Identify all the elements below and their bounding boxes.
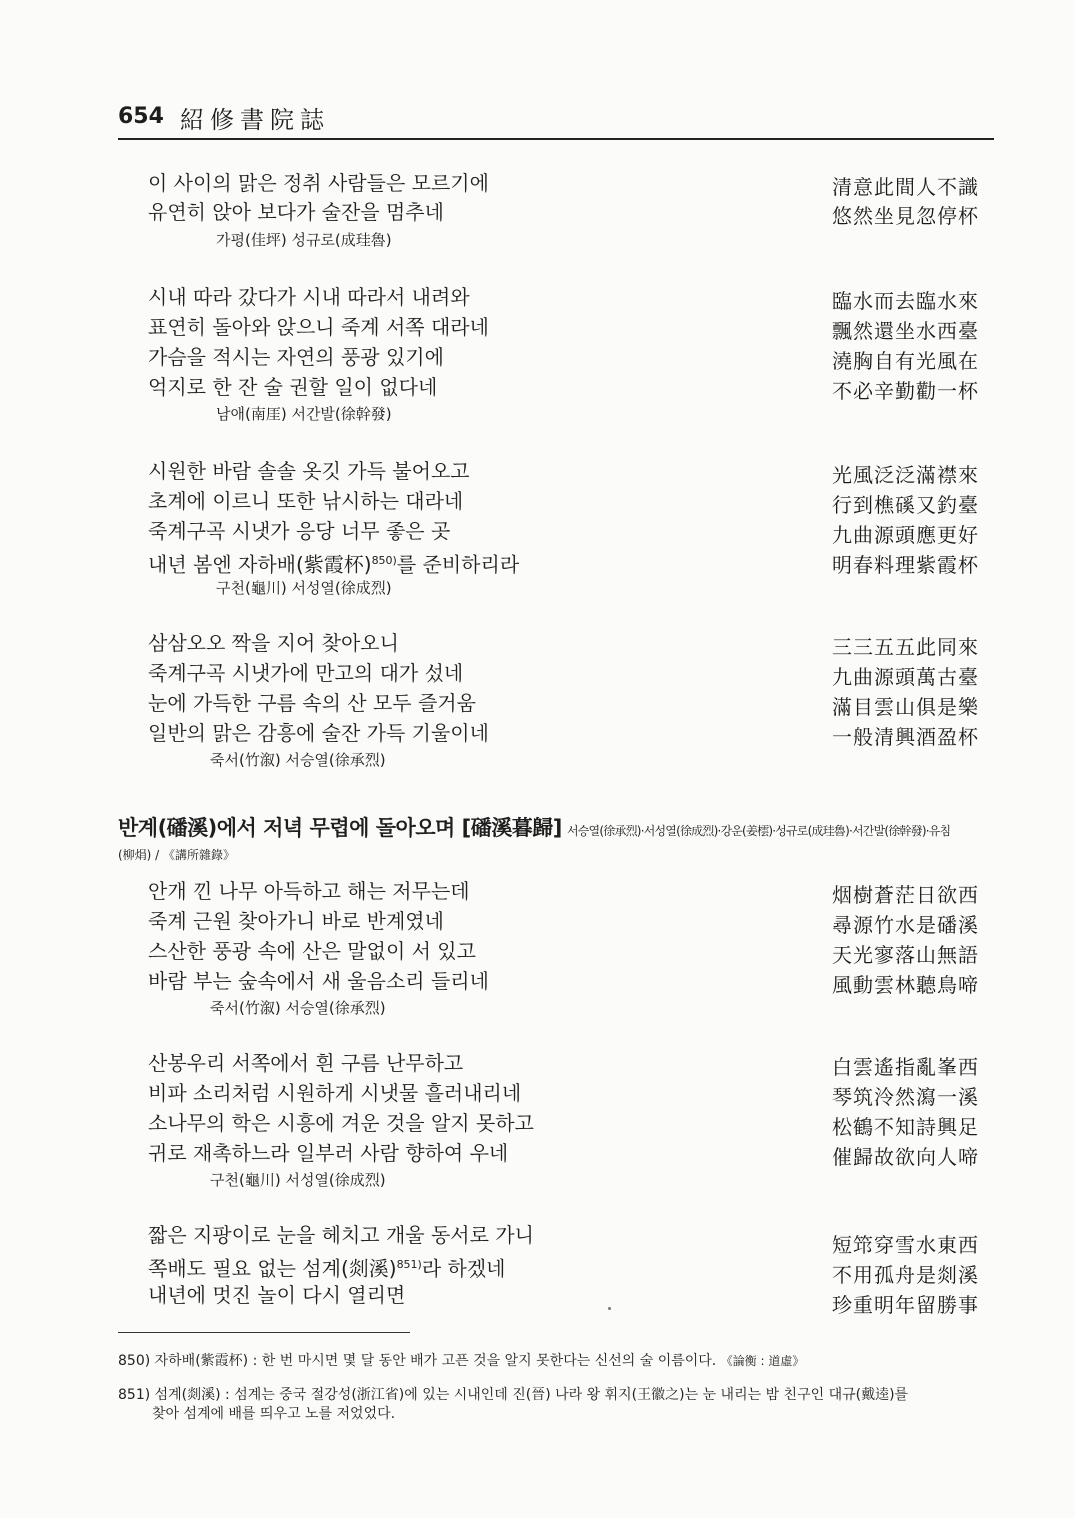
hanja-line: 滿目雲山俱是樂 (832, 695, 979, 719)
footnote-rule (118, 1332, 410, 1333)
page-header (118, 104, 994, 140)
poem-text: 를 준비하리라 (396, 552, 520, 577)
footnote-text: 850) 자하배(紫霞杯) : 한 번 마시면 몇 달 동안 배가 고픈 것을 알지 못한다는 신선의 술 이름이다. (118, 1353, 717, 1369)
poem-line: 눈에 가득한 구름 속의 산 모두 즐거움 (148, 691, 476, 715)
hanja-line: 風動雲林聽鳥啼 (832, 973, 979, 997)
footnote-850 (118, 1352, 988, 1371)
poem-author: 가평(佳坪) 성규로(成珪魯) (216, 231, 392, 249)
poem-author: 남애(南厓) 서간발(徐幹發) (216, 405, 392, 423)
footnote-text-cont: 찾아 섬계에 배를 띄우고 노를 저었었다. (152, 1406, 396, 1422)
hanja-line: 臨水而去臨水來 (832, 289, 979, 313)
hanja-line: 澆胸自有光風在 (832, 349, 979, 373)
poem-line: 시내 따라 갔다가 시내 따라서 내려와 (148, 285, 470, 309)
poem-line: 억지로 한 잔 술 권할 일이 없다네 (148, 375, 438, 399)
hanja-line: 天光寥落山無語 (832, 943, 979, 967)
hanja-line: 短筇穿雪水東西 (832, 1233, 979, 1257)
hanja-line: 松鶴不知詩興足 (832, 1115, 979, 1139)
section-heading: 반계(磻溪)에서 저녁 무렵에 돌아오며 [磻溪暮歸] (118, 816, 562, 840)
hanja-line: 三三五五此同來 (832, 635, 979, 659)
poem-line: 죽계 근원 찾아가니 바로 반계였네 (148, 909, 444, 933)
footnote-source: 《論衡 : 道虛》 (720, 1354, 805, 1368)
hanja-line: 悠然坐見忽停杯 (832, 204, 979, 228)
hanja-line: 烟樹蒼茫日欲西 (832, 883, 979, 907)
hanja-line: 珍重明年留勝事 (832, 1293, 979, 1317)
poem-line: 귀로 재촉하느라 일부러 사람 향하여 우네 (148, 1141, 509, 1165)
section-contributors: 서승열(徐承烈)·서성열(徐成烈)·강운(姜橒)·성규로(成珪魯)·서간발(徐幹發)·유침 (566, 824, 951, 838)
poem-text: 라 하겠네 (421, 1256, 506, 1281)
hanja-line: 不用孤舟是剡溪 (832, 1263, 979, 1287)
hanja-line: 飄然還坐水西臺 (832, 319, 979, 343)
section-title (118, 812, 950, 842)
poem-line: 일반의 맑은 감흥에 술잔 가득 기울이네 (148, 721, 489, 745)
poem-author: 죽서(竹溆) 서승열(徐承烈) (210, 751, 386, 769)
poem-line: 비파 소리처럼 시원하게 시냇물 흘러내리네 (148, 1081, 522, 1105)
poem-line: 산봉우리 서쪽에서 흰 구름 난무하고 (148, 1051, 464, 1075)
poem-line: 시원한 바람 솔솔 옷깃 가득 불어오고 (148, 459, 470, 483)
poem-line: 유연히 앉아 보다가 술잔을 멈추네 (148, 200, 444, 224)
poem-line: 죽계구곡 시냇가 응당 너무 좋은 곳 (148, 519, 451, 543)
section-contributors-cont: (柳焆) / 《講所雜錄》 (118, 848, 236, 862)
hanja-line: 清意此間人不識 (832, 175, 979, 199)
footnote-851 (118, 1386, 988, 1424)
poem-line: 가슴을 적시는 자연의 풍광 있기에 (148, 345, 444, 369)
poem-author: 죽서(竹溆) 서승열(徐承烈) (210, 999, 386, 1017)
poem-line: 이 사이의 맑은 정취 사람들은 모르기에 (148, 171, 489, 195)
hanja-line: 琴筑泠然瀉一溪 (832, 1085, 979, 1109)
poem-author: 구천(龜川) 서성열(徐成烈) (216, 579, 392, 597)
hanja-line: 明春料理紫霞杯 (832, 553, 979, 577)
poem-line (148, 1252, 506, 1282)
poem-line: 표연히 돌아와 앉으니 죽계 서쪽 대라네 (148, 315, 489, 339)
footnote-ref-851[interactable]: 851) (396, 1258, 422, 1271)
poem-line: 초계에 이르니 또한 낚시하는 대라네 (148, 489, 464, 513)
poem-text: 쪽배도 필요 없는 섬계(剡溪) (148, 1256, 397, 1281)
hanja-line: 光風泛泛滿襟來 (832, 463, 979, 487)
poem-line: 죽계구곡 시냇가에 만고의 대가 섰네 (148, 661, 464, 685)
poem-line: 짧은 지팡이로 눈을 헤치고 개울 동서로 가니 (148, 1223, 534, 1247)
scan-speck (608, 1307, 611, 1310)
hanja-line: 催歸故欲向人啼 (832, 1145, 979, 1169)
page-number: 654 (118, 104, 164, 129)
footnote-ref-850[interactable]: 850) (371, 554, 397, 567)
footnote-text: 851) 섬계(剡溪) : 섬계는 중국 절강성(浙江省)에 있는 시내인데 진(晉) 나라 왕 휘지(王徽之)는 눈 내리는 밤 친구인 대규(戴逵)를 (118, 1387, 909, 1403)
poem-line: 내년에 멋진 놀이 다시 열리면 (148, 1283, 406, 1307)
poem-line: 안개 낀 나무 아득하고 해는 저무는데 (148, 879, 470, 903)
book-title: 紹修書院誌 (180, 106, 330, 134)
poem-line: 삼삼오오 짝을 지어 찾아오니 (148, 631, 399, 655)
hanja-line: 九曲源頭萬古臺 (832, 665, 979, 689)
hanja-line: 尋源竹水是磻溪 (832, 913, 979, 937)
hanja-line: 九曲源頭應更好 (832, 523, 979, 547)
poem-line: 바람 부는 숲속에서 새 울음소리 들리네 (148, 969, 489, 993)
poem-text: 내년 봄엔 자하배(紫霞杯) (148, 552, 372, 577)
hanja-line: 一般清興酒盈杯 (832, 725, 979, 749)
poem-line: 스산한 풍광 속에 산은 말없이 서 있고 (148, 939, 476, 963)
poem-author: 구천(龜川) 서성열(徐成烈) (210, 1171, 386, 1189)
poem-line: 소나무의 학은 시흥에 겨운 것을 알지 못하고 (148, 1111, 534, 1135)
hanja-line: 行到樵磎又釣臺 (832, 493, 979, 517)
hanja-line: 白雲遙指亂峯西 (832, 1055, 979, 1079)
poem-line (148, 548, 519, 578)
hanja-line: 不必辛勤勸一杯 (832, 379, 979, 403)
